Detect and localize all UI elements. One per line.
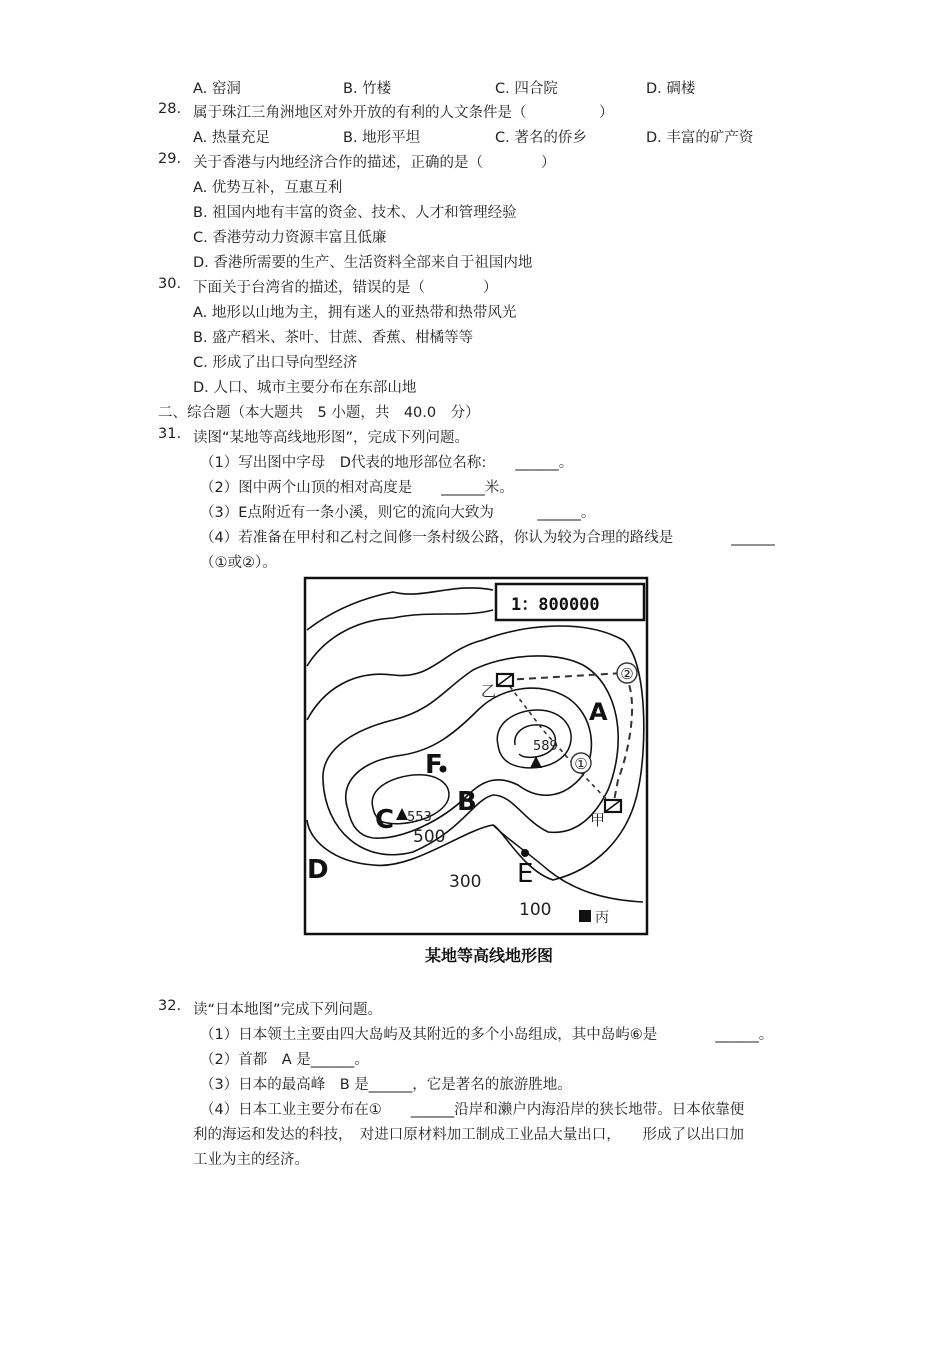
q30-stem: 下面关于台湾省的描述，错误的是（ ） <box>193 280 498 296</box>
point-e <box>521 849 529 857</box>
q29-number: 29. <box>158 151 182 167</box>
q28-option-c: C. 著名的侨乡 <box>495 130 587 146</box>
q32-number: 32. <box>158 998 182 1014</box>
q31-sub-3: （3）E点附近有一条小溪，则它的流向大致为 ______。 <box>200 505 596 521</box>
q32-sub-4-cont-2: 工业为主的经济。 <box>193 1152 309 1168</box>
q29-stem: 关于香港与内地经济合作的描述，正确的是（ ） <box>193 155 556 171</box>
q32-stem: 读“日本地图”完成下列问题。 <box>193 1002 383 1018</box>
peak-553-label: 553 <box>407 810 432 825</box>
village-bing <box>579 910 591 922</box>
q27-option-c: C. 四合院 <box>495 81 558 97</box>
q31-stem: 读图“某地等高线地形图”，完成下列问题。 <box>193 430 470 446</box>
q28-option-a: A. 热量充足 <box>193 130 270 146</box>
label-d: D <box>307 855 329 885</box>
label-b: B <box>457 787 477 817</box>
q31-number: 31. <box>158 426 182 442</box>
q32-sub-4-cont-1: 利的海运和发达的科技， 对进口原材料加工制成工业品大量出口， 形成了以出口加 <box>193 1127 744 1143</box>
q32-sub-1: （1）日本领土主要由四大岛屿及其附近的多个小岛组成，其中岛屿⑥是 ______。 <box>200 1027 774 1043</box>
q32-sub-2: （2）首都 A 是______。 <box>200 1052 369 1068</box>
q31-sub-4-cont: （①或②）。 <box>200 555 277 571</box>
q28-option-b: B. 地形平坦 <box>343 130 421 146</box>
q29-option-a: A. 优势互补，互惠互利 <box>193 180 343 196</box>
q30-option-c: C. 形成了出口导向型经济 <box>193 355 358 371</box>
label-yi: 乙 <box>481 682 497 700</box>
q27-option-d: D. 碉楼 <box>646 81 696 97</box>
map-caption: 某地等高线地形图 <box>424 946 554 965</box>
q30-option-a: A. 地形以山地为主，拥有迷人的亚热带和热带风光 <box>193 305 517 321</box>
peak-589-label: 589 <box>533 739 558 754</box>
q32-sub-3: （3）日本的最高峰 B 是______，它是著名的旅游胜地。 <box>200 1077 572 1093</box>
q32-sub-4: （4）日本工业主要分布在① ______沿岸和濑户内海沿岸的狭长地带。日本依靠便 <box>200 1102 745 1118</box>
label-jia: 甲 <box>590 811 606 829</box>
section-heading: 二、综合题（本大题共 5 小题，共 40.0 分） <box>158 405 480 421</box>
q31-sub-1: （1）写出图中字母 D代表的地形部位名称: ______。 <box>200 455 574 471</box>
q27-option-a: A. 窑洞 <box>193 81 241 97</box>
q29-option-d: D. 香港所需要的生产、生活资料全部来自于祖国内地 <box>193 255 533 271</box>
q29-option-b: B. 祖国内地有丰富的资金、技术、人才和管理经验 <box>193 205 517 221</box>
q31-sub-4: （4）若准备在甲村和乙村之间修一条村级公路，你认为较为合理的路线是 ______ <box>200 530 775 546</box>
label-e: E <box>517 859 534 889</box>
route-2-label: ② <box>620 665 634 683</box>
contour-300: 300 <box>449 872 482 892</box>
q28-option-d: D. 丰富的矿产资 <box>646 130 754 146</box>
q28-number: 28. <box>158 101 182 117</box>
label-c: C <box>375 805 395 835</box>
q31-sub-2: （2）图中两个山顶的相对高度是 ______米。 <box>200 480 514 496</box>
q27-option-b: B. 竹楼 <box>343 81 392 97</box>
q30-number: 30. <box>158 276 182 292</box>
contour-500: 500 <box>413 827 446 847</box>
label-bing: 丙 <box>595 910 609 926</box>
q30-option-d: D. 人口、城市主要分布在东部山地 <box>193 380 417 396</box>
q28-stem: 属于珠江三角洲地区对外开放的有利的人文条件是（ ） <box>193 105 614 121</box>
route-1-label: ① <box>574 755 588 773</box>
q29-option-c: C. 香港劳动力资源丰富且低廉 <box>193 230 387 246</box>
q30-option-b: B. 盛产稻米、茶叶、甘蔗、香蕉、柑橘等等 <box>193 330 474 346</box>
contour-map-figure <box>293 570 655 968</box>
scale-text: 1：800000 <box>511 595 600 615</box>
label-a: A <box>589 698 608 726</box>
label-f: F <box>425 750 443 780</box>
contour-100: 100 <box>519 900 552 920</box>
contour-map <box>293 570 655 968</box>
